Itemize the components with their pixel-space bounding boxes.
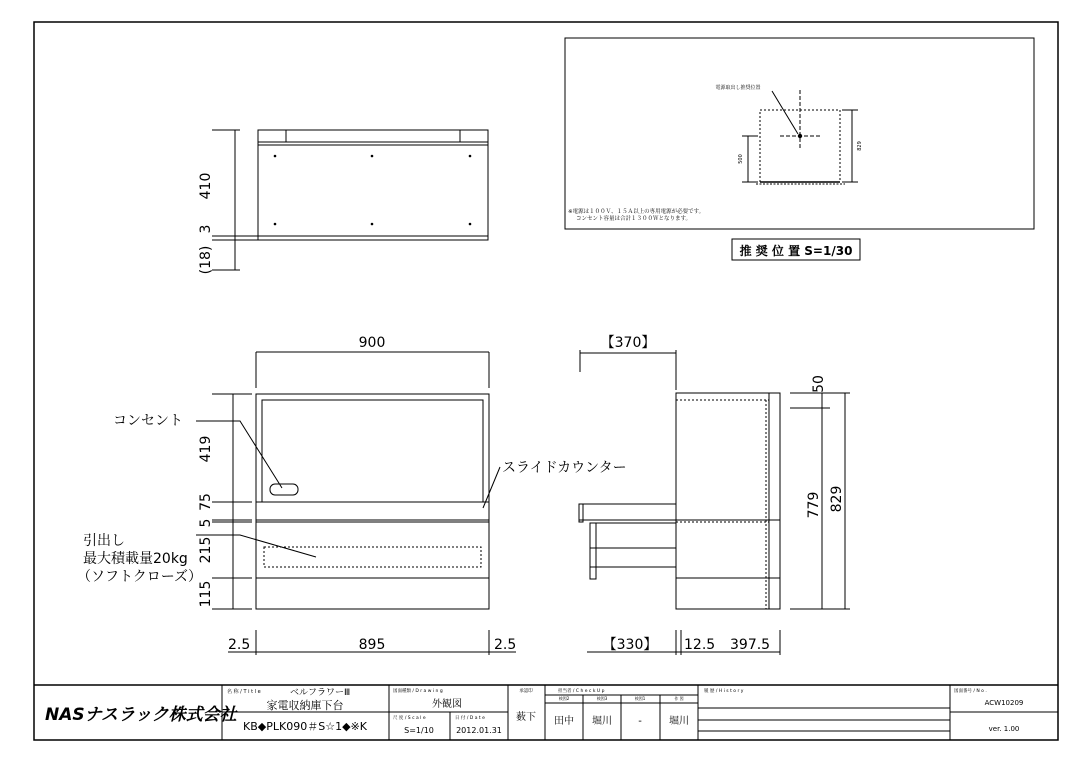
top-view <box>212 130 488 270</box>
check-name-4: 堀川 <box>669 716 689 727</box>
check-col-3: 検図1 <box>634 696 646 701</box>
drawing-type-label: 図面種類 / D r a w i n g <box>393 689 443 694</box>
date-label: 日 付 / D a t e <box>455 716 485 721</box>
check-col-2: 検図3 <box>596 696 608 701</box>
label-drawer-1: 引出し <box>83 533 125 549</box>
number-label: 図面番号 / N o . <box>954 689 987 694</box>
title-series: ベルフラワーⅢ <box>290 688 351 698</box>
dim-5: 5 <box>198 518 214 528</box>
recommend-box <box>565 38 1034 229</box>
title-label: 名 称 / T i t l e <box>227 689 261 695</box>
check-label: 担当者 / C h e c k U p <box>558 689 605 694</box>
title-name: 家電収納庫下台 <box>266 699 344 712</box>
model-number: KB◆PLK090＃S☆1◆※K <box>243 720 367 733</box>
power-note-1: ※電源は１００Ｖ、１５Ａ以上の専用電源が必要です。 <box>568 209 705 215</box>
dim-3: 3 <box>198 224 214 234</box>
power-note-2: コンセント容量は合計１３００Ｗとなります。 <box>576 216 692 222</box>
version: ver. 1.00 <box>988 725 1020 733</box>
dim-829-small: 829 <box>857 141 863 151</box>
label-drawer-2: 最大積載量20kg <box>83 551 188 567</box>
history-label: 履 歴 / H i s t o r y <box>704 689 744 694</box>
dim-900: 900 <box>358 335 386 351</box>
drawing-number: ACW10209 <box>984 699 1024 707</box>
dim-397-5: 397.5 <box>730 637 771 653</box>
check-name-3: - <box>638 716 642 727</box>
dim-829: 829 <box>829 485 845 513</box>
company-logo: NASナスラック株式会社 <box>45 705 237 725</box>
date: 2012.01.31 <box>456 726 502 735</box>
dim-410: 410 <box>198 172 214 200</box>
dim-2-5-left: 2.5 <box>228 637 251 653</box>
check-name-2: 堀川 <box>592 716 612 727</box>
check-col-1: 検図2 <box>558 696 570 701</box>
dim-12-5: 12.5 <box>684 637 716 653</box>
dim-500: 500 <box>738 154 744 164</box>
dim-115: 115 <box>198 580 214 608</box>
dim-330: 【330】 <box>602 637 658 653</box>
dim-215: 215 <box>198 536 214 564</box>
scale: S=1/10 <box>404 726 434 735</box>
dim-18: (18) <box>198 245 214 275</box>
sheet-border <box>34 22 1058 740</box>
dim-895: 895 <box>358 637 386 653</box>
front-view <box>196 352 516 655</box>
dim-50: 50 <box>811 375 827 393</box>
label-drawer-3: （ソフトクローズ） <box>77 569 203 585</box>
label-outlet: コンセント <box>113 413 183 429</box>
check-name-1: 田中 <box>554 716 574 727</box>
recommend-position-label: 電源取出し推奨位置 <box>715 85 761 91</box>
check-col-4: 作 図 <box>674 696 684 701</box>
scale-label: 尺 度 / S c a l e <box>393 716 426 721</box>
dim-779: 779 <box>806 491 822 519</box>
dim-419: 419 <box>198 435 214 463</box>
drawing-type: 外観図 <box>432 699 462 710</box>
dim-75: 75 <box>198 493 214 511</box>
dim-2-5-right: 2.5 <box>494 637 517 653</box>
label-slide-counter: スライドカウンター <box>502 460 627 476</box>
recommend-caption: 推 奨 位 置 S=1/30 <box>739 244 853 258</box>
outlet-point <box>798 134 802 138</box>
dim-370: 【370】 <box>600 335 656 351</box>
approve-label: 承認印 <box>519 689 533 694</box>
approve-name: 薮下 <box>516 712 536 723</box>
